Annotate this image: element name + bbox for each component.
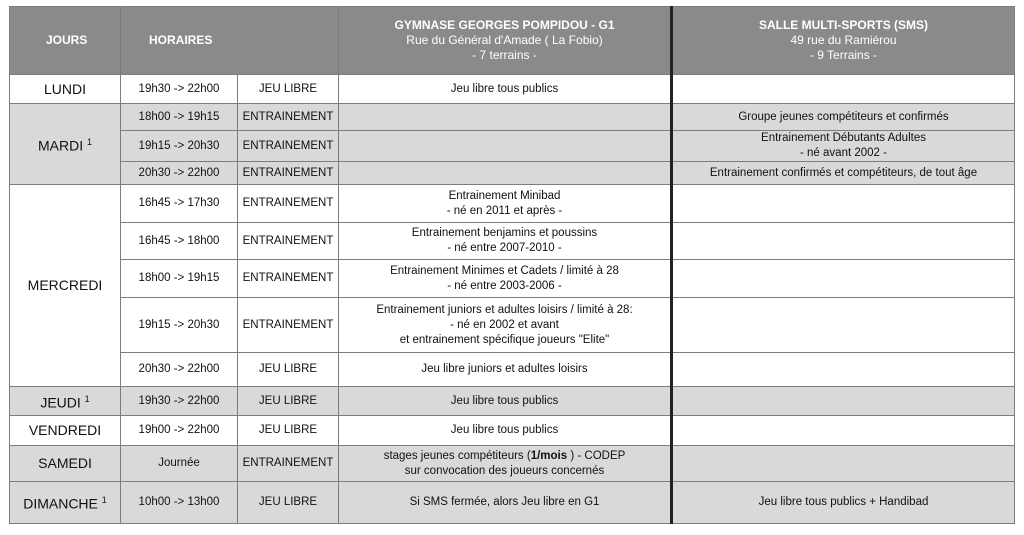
g1-cell: Jeu libre tous publics [339,387,672,416]
table-row [10,416,1015,446]
table-row [10,104,1015,131]
g1-cell: Jeu libre juniors et adultes loisirs [339,353,672,387]
header-jours: JOURS [10,7,121,75]
table-row [10,353,1015,387]
g1-line: et entrainement spécifique joueurs "Elite" [399,333,610,346]
time-cell: 18h00 -> 19h15 [121,104,238,131]
g1-text: ) - CODEP [567,449,626,462]
time-cell: 19h15 -> 20h30 [121,131,238,162]
type-cell: JEU LIBRE [238,416,339,446]
table-row [10,260,1015,298]
g1-cell [339,223,672,260]
sms-title: SALLE MULTI-SPORTS (SMS) [758,18,929,32]
type-cell: ENTRAINEMENT [238,162,339,185]
type-cell: JEU LIBRE [238,387,339,416]
day-label: JEUDI [40,394,81,411]
sms-address: 49 rue du Ramiérou [790,33,897,47]
type-cell: ENTRAINEMENT [238,260,339,298]
g1-cell: Jeu libre tous publics [339,416,672,446]
time-cell: 16h45 -> 18h00 [121,223,238,260]
g1-cell [339,104,672,131]
header-horaires: HORAIRES [121,7,339,75]
g1-line: sur convocation des joueurs concernés [404,464,605,477]
day-label: MARDI [37,137,84,154]
day-samedi: SAMEDI [10,446,121,482]
g1-courts: - 7 terrains - [472,48,537,62]
time-cell: 19h30 -> 22h00 [121,75,238,104]
time-cell: 18h00 -> 19h15 [121,260,238,298]
footnote-mark: 1 [87,136,93,147]
table-row [10,131,1015,162]
day-jeudi [10,387,121,416]
g1-cell [339,162,672,185]
time-cell: 10h00 -> 13h00 [121,482,238,524]
table-row [10,223,1015,260]
time-cell: 20h30 -> 22h00 [121,162,238,185]
footnote-mark: 1 [101,495,107,506]
type-cell: JEU LIBRE [238,75,339,104]
sms-cell [672,387,1015,416]
time-cell: 19h15 -> 20h30 [121,298,238,353]
header-row [10,7,1015,75]
sms-cell: Groupe jeunes compétiteurs et confirmés [672,104,1015,131]
type-cell: ENTRAINEMENT [238,185,339,223]
time-cell: 16h45 -> 17h30 [121,185,238,223]
g1-cell: Jeu libre tous publics [339,75,672,104]
type-cell: ENTRAINEMENT [238,131,339,162]
g1-cell [339,131,672,162]
table-row [10,75,1015,104]
g1-line: - né en 2002 et avant [450,318,559,331]
sms-cell [672,260,1015,298]
sms-cell [672,223,1015,260]
g1-line: Entrainement Minibad [448,189,561,202]
table-row [10,482,1015,524]
table-row [10,298,1015,353]
table-row [10,162,1015,185]
g1-cell: Si SMS fermée, alors Jeu libre en G1 [339,482,672,524]
time-cell: Journée [121,446,238,482]
time-cell: 19h30 -> 22h00 [121,387,238,416]
type-cell: JEU LIBRE [238,482,339,524]
sms-line: Entrainement Débutants Adultes [761,132,926,144]
day-vendredi: VENDREDI [10,416,121,446]
day-lundi: LUNDI [10,75,121,104]
header-sms [672,7,1015,75]
table-row [10,387,1015,416]
sms-cell [672,298,1015,353]
type-cell: JEU LIBRE [238,353,339,387]
type-cell: ENTRAINEMENT [238,298,339,353]
table-row [10,185,1015,223]
g1-line: Entrainement benjamins et poussins [411,227,598,239]
type-cell: ENTRAINEMENT [238,446,339,482]
g1-line [342,449,667,464]
day-mercredi: MERCREDI [10,185,121,387]
sms-cell [672,75,1015,104]
sms-courts: - 9 Terrains - [809,48,878,62]
day-dimanche [10,482,121,524]
header-g1 [339,7,672,75]
g1-cell [339,185,672,223]
sms-cell [672,446,1015,482]
day-mardi [10,104,121,185]
day-label: DIMANCHE [23,495,98,512]
sms-cell [672,416,1015,446]
g1-line: Entrainement Minimes et Cadets / limité à 28 [390,264,619,277]
schedule-table [9,6,1015,524]
time-cell: 20h30 -> 22h00 [121,353,238,387]
sms-line: - né avant 2002 - [800,147,887,159]
g1-cell [339,298,672,353]
footnote-mark: 1 [84,393,90,404]
type-cell: ENTRAINEMENT [238,223,339,260]
table-row [10,446,1015,482]
sms-cell [672,131,1015,162]
g1-title: GYMNASE GEORGES POMPIDOU - G1 [394,18,615,32]
type-cell: ENTRAINEMENT [238,104,339,131]
g1-line: - né entre 2007-2010 - [447,242,562,254]
g1-line: - né en 2011 et après - [446,204,563,217]
g1-text: stages jeunes compétiteurs ( [383,449,531,462]
time-cell: 19h00 -> 22h00 [121,416,238,446]
sms-cell: Entrainement confirmés et compétiteurs, de tout âge [672,162,1015,185]
g1-bold-text: 1/mois [530,449,568,462]
g1-line: - né entre 2003-2006 - [447,279,562,292]
g1-line: Entrainement juniors et adultes loisirs / limité à 28: [376,303,633,316]
g1-cell [339,446,672,482]
sms-cell [672,353,1015,387]
g1-address: Rue du Général d'Amade ( La Fobio) [406,33,603,47]
sms-cell: Jeu libre tous publics + Handibad [672,482,1015,524]
g1-cell [339,260,672,298]
sms-cell [672,185,1015,223]
